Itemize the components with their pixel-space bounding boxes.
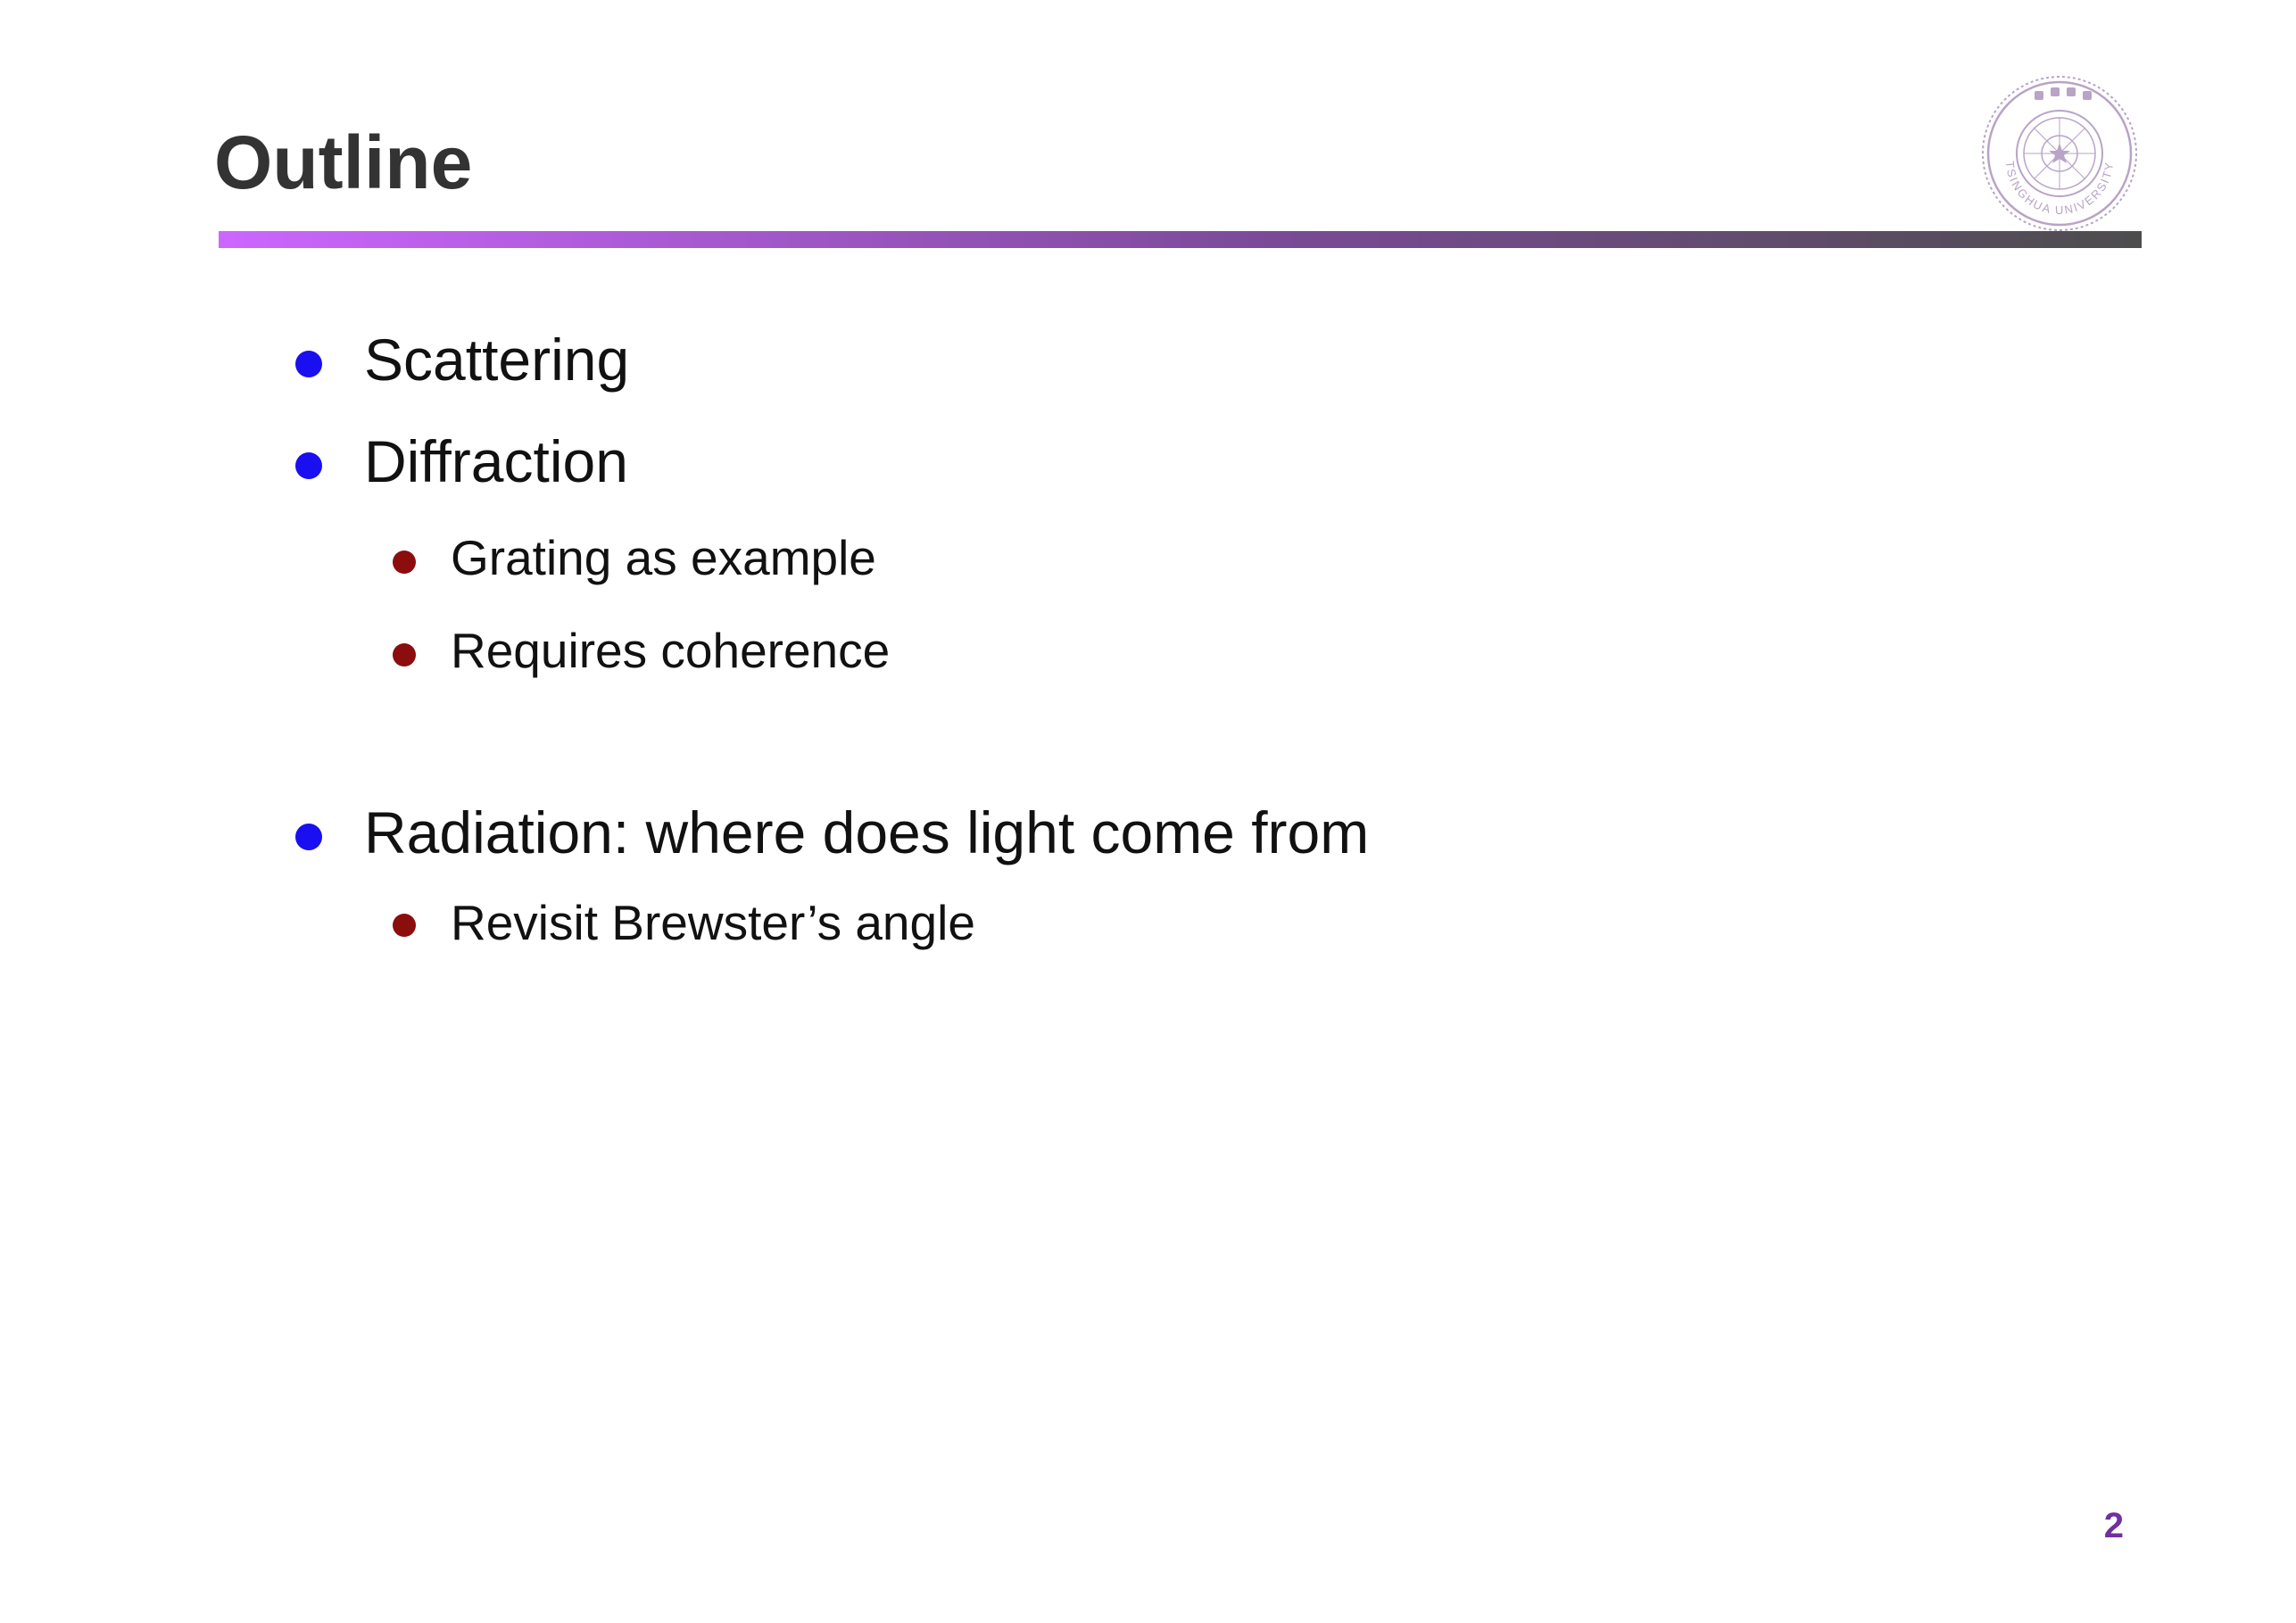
page-number: 2 <box>2103 1506 2124 1545</box>
title-underline-rule <box>219 231 2142 248</box>
outline-subitem: Grating as example <box>451 530 876 585</box>
bullet-icon <box>295 452 322 479</box>
bullet-icon <box>295 351 322 377</box>
sub-bullet-icon <box>393 551 416 574</box>
slide-title: Outline <box>214 120 473 204</box>
sub-bullet-icon <box>393 643 416 667</box>
university-seal-icon <box>1979 73 2140 234</box>
outline-subitem: Revisit Brewster’s angle <box>451 895 975 950</box>
outline-item: Scattering <box>364 327 630 393</box>
outline-item: Diffraction <box>364 428 628 494</box>
seal-text: TSINGHUA UNIVERSITY <box>2002 160 2117 218</box>
bullet-icon <box>295 824 322 850</box>
outline-subitem: Requires coherence <box>451 623 891 678</box>
sub-bullet-icon <box>393 914 416 937</box>
outline-item: Radiation: where does light come from <box>364 799 1370 865</box>
